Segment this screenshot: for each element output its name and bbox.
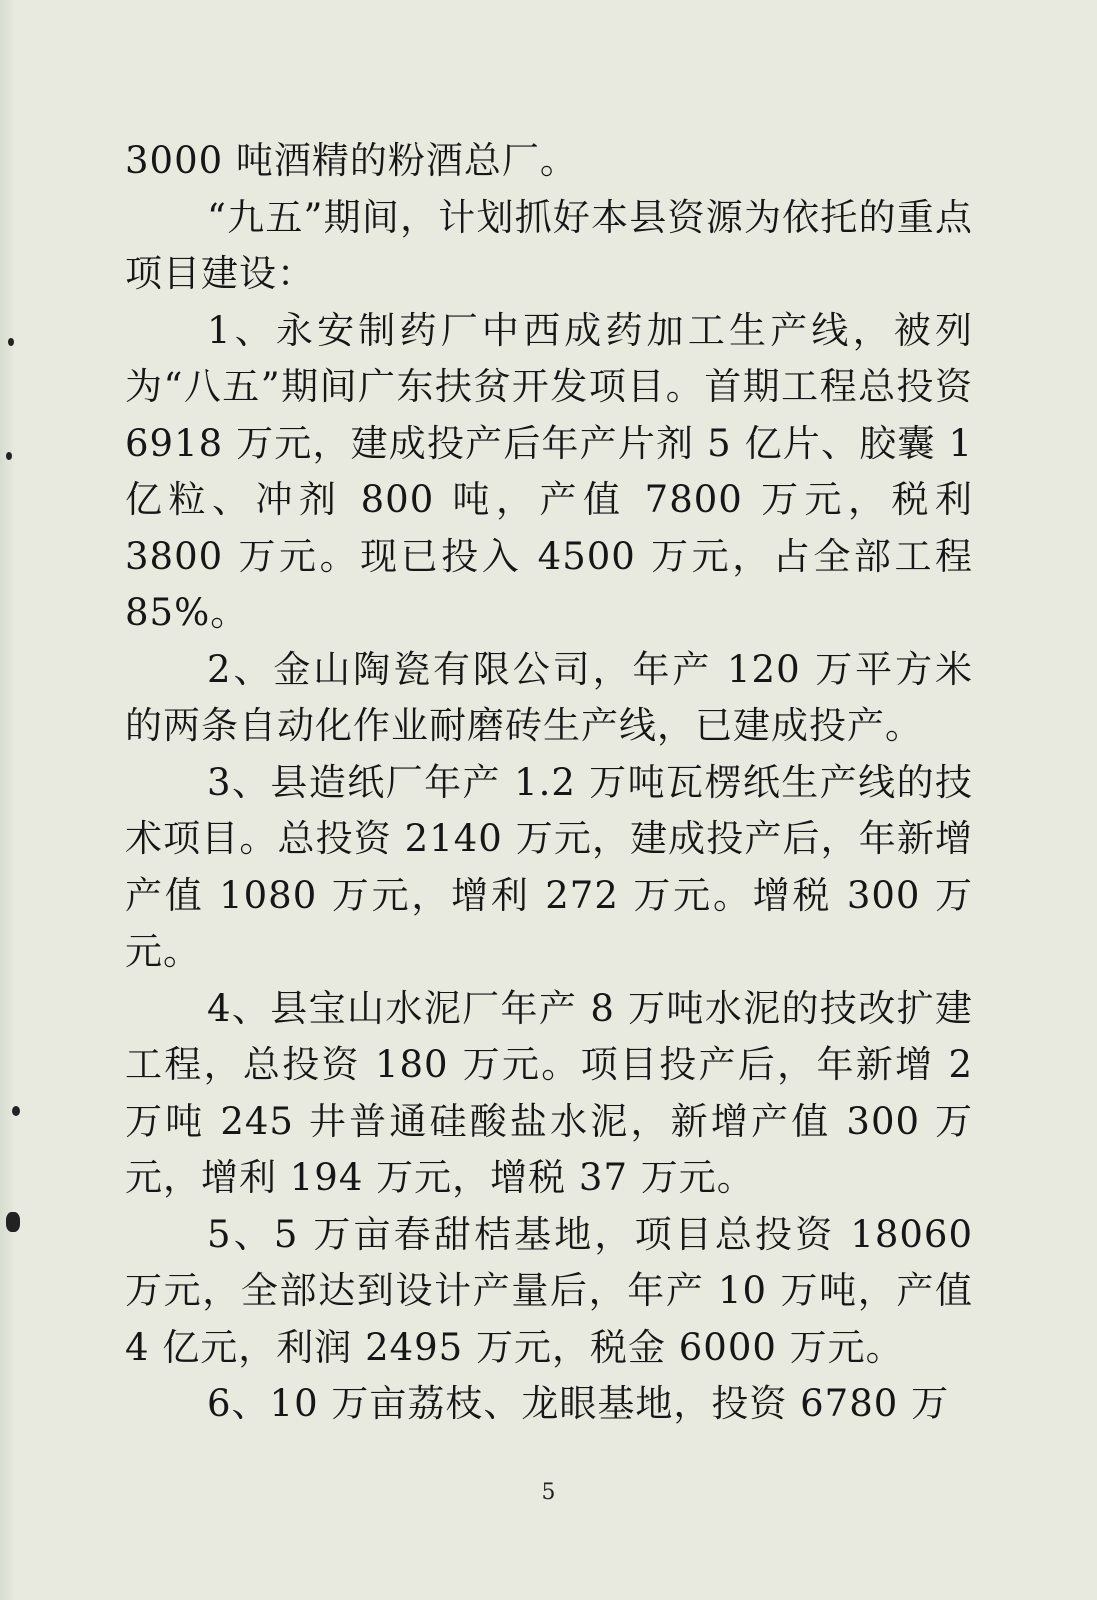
- paragraph-continuation: 3000 吨酒精的粉酒总厂。: [125, 139, 578, 182]
- page-number: 5: [541, 1480, 556, 1505]
- paragraph-item-4: 4、县宝山水泥厂年产 8 万吨水泥的技改扩建工程，总投资 180 万元。项目投产后，年新增 2 万吨 245 井普通硅酸盐水泥，新增产值 300 万元，增利 194 万元，增税 37 万元。: [125, 986, 973, 1199]
- binding-hole-mark: [6, 1212, 20, 1232]
- binding-hole-mark: [8, 338, 14, 346]
- paragraph-item-3: 3、县造纸厂年产 1.2 万吨瓦楞纸生产线的技术项目。总投资 2140 万元，建成投产后，年新增产值 1080 万元，增利 272 万元。增税 300 万元。: [125, 760, 973, 973]
- paragraph-item-2: 2、金山陶瓷有限公司，年产 120 万平方米的两条自动化作业耐磨砖生产线，已建成投产。: [125, 647, 973, 747]
- paragraph-intro: “九五”期间，计划抓好本县资源为依托的重点项目建设：: [125, 195, 973, 295]
- binding-edge: [0, 0, 14, 1600]
- binding-hole-mark: [12, 1106, 20, 1116]
- body-text: [125, 133, 973, 1433]
- binding-hole-mark: [6, 452, 12, 460]
- paragraph-item-5: 5、5 万亩春甜桔基地，项目总投资 18060 万元，全部达到设计产量后，年产 10 万吨，产值 4 亿元，利润 2495 万元，税金 6000 万元。: [125, 1212, 973, 1369]
- paragraph-item-6: 6、10 万亩荔枝、龙眼基地，投资 6780 万: [207, 1382, 950, 1425]
- paragraph-item-1: 1、永安制药厂中西成药加工生产线，被列为“八五”期间广东扶贫开发项目。首期工程总投资 6918 万元，建成投产后年产片剂 5 亿片、胶囊 1 亿粒、冲剂 800 吨，产值 7800 万元，税利 3800 万元。现已投入 4500 万元，占全部工程 85%。: [125, 308, 973, 634]
